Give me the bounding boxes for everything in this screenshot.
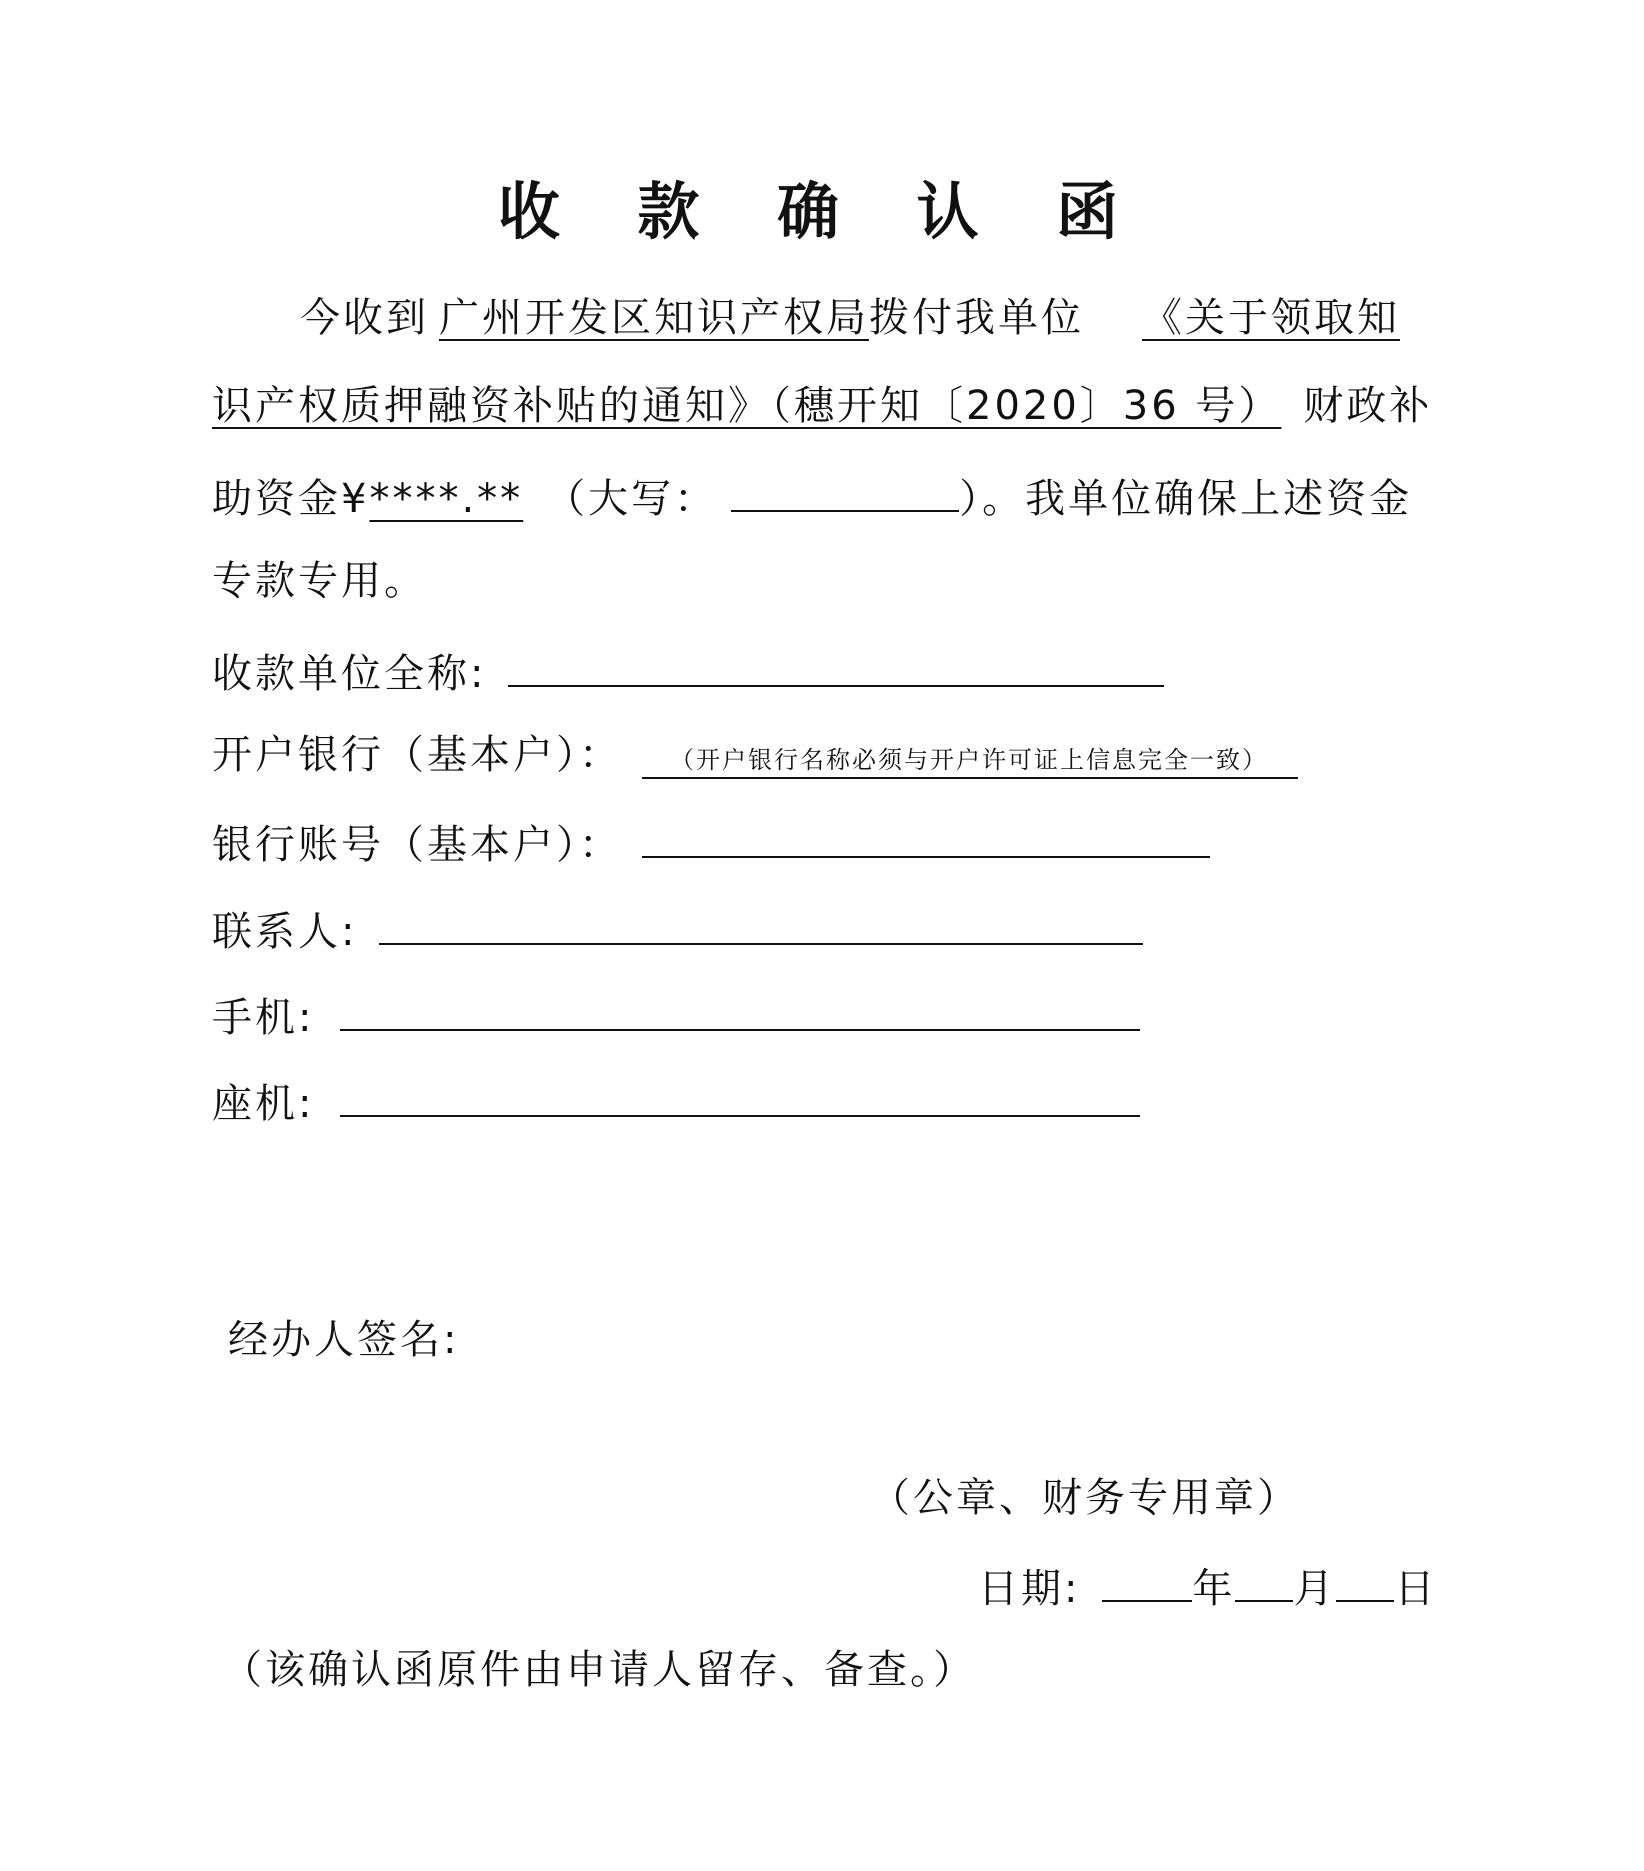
landline-blank [340, 1071, 1140, 1117]
handler-signature-label: 经办人签名: [228, 1317, 460, 1363]
day-label: 日 [1394, 1566, 1438, 1612]
mobile-row [212, 985, 1140, 1046]
bank-hint: （开户银行名称必须与开户许可证上信息完全一致） [642, 743, 1298, 779]
contact-label: 联系人: [212, 909, 358, 955]
notice-title-rest: 识产权质押融资补贴的通知》（穗开知〔2020〕36 号） [212, 383, 1282, 429]
day-blank [1336, 1556, 1394, 1602]
date-label: 日期: [978, 1566, 1081, 1612]
month-label: 月 [1293, 1566, 1337, 1612]
year-blank [1102, 1556, 1192, 1602]
contact-row [212, 899, 1143, 960]
paragraph-line-3 [212, 466, 1412, 527]
footnote-text: （该确认函原件由申请人留存、备查。） [222, 1647, 976, 1693]
bank-row [212, 727, 1298, 783]
handler-signature-row [228, 1312, 459, 1368]
landline-label: 座机: [212, 1081, 315, 1127]
mobile-blank [340, 985, 1140, 1031]
received-prefix: 今收到 [300, 295, 429, 341]
funds-prefix: 助资金¥ [212, 476, 370, 522]
paragraph-line-2 [212, 378, 1432, 434]
landline-row [212, 1071, 1140, 1132]
amount-value: ****.** [369, 476, 524, 522]
account-blank [642, 812, 1210, 858]
stamp-note-row [870, 1470, 1300, 1526]
footnote-row [222, 1642, 976, 1698]
paragraph-line-4 [212, 553, 427, 609]
date-row [978, 1556, 1437, 1617]
capital-label: （大写： [545, 476, 718, 522]
bank-label: 开户银行（基本户）： [212, 732, 622, 778]
stamp-note: （公章、财务专用章） [870, 1475, 1300, 1521]
assurance-text: ）。我单位确保上述资金 [959, 476, 1413, 522]
account-row [212, 812, 1210, 873]
paragraph-line-1 [300, 290, 1400, 346]
contact-blank [379, 899, 1143, 945]
payee-name-label: 收款单位全称: [212, 651, 487, 697]
notice-title-start: 《关于领取知 [1142, 295, 1400, 341]
allocated-text: 拨付我单位 [869, 295, 1084, 341]
year-label: 年 [1192, 1566, 1236, 1612]
amount-capital-blank [731, 466, 959, 512]
fiscal-text: 财政补 [1303, 383, 1433, 429]
account-label: 银行账号（基本户）： [212, 822, 622, 868]
month-blank [1235, 1556, 1293, 1602]
dedicated-use-text: 专款专用。 [212, 558, 427, 604]
payee-name-row [212, 641, 1164, 702]
mobile-label: 手机: [212, 995, 315, 1041]
document-title: 收 款 确 认 函 [497, 175, 1147, 248]
payee-name-blank [508, 641, 1164, 687]
payer-name: 广州开发区知识产权局 [439, 295, 869, 341]
